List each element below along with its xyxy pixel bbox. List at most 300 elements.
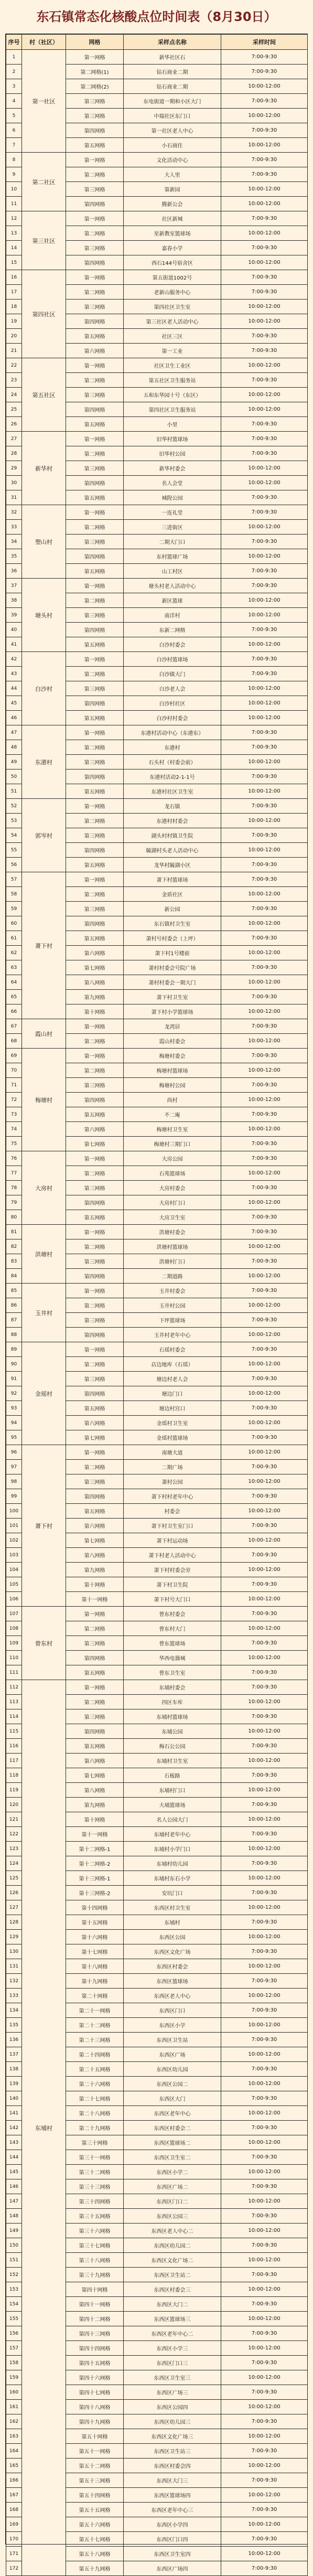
cell-team: 第一网格 [66,1445,124,1460]
cell-team: 第三网格 [66,388,124,402]
cell-seq: 91 [6,1372,22,1386]
cell-team: 第十五网格 [66,1915,124,1930]
cell-time: 10:00-12:00 [221,300,308,314]
cell-team: 第四网格 [66,402,124,417]
cell-time: 7:00-9:30 [221,2091,308,2106]
cell-team: 第三网格 [66,109,124,123]
cell-seq: 28 [6,446,22,461]
cell-site: 东村篮球广场 [124,549,221,564]
cell-site: 东西区老人中心 [124,1989,221,2003]
cell-site: 不二庵 [124,1107,221,1122]
cell-village: 东埔村 [22,1680,66,2576]
cell-seq: 101 [6,1519,22,1533]
cell-team: 第二网格 [66,740,124,755]
cell-village: 郭岑村 [22,799,66,872]
cell-seq: 89 [6,1342,22,1357]
cell-seq: 160 [6,2385,22,2400]
cell-time: 7:00-9:30 [221,2473,308,2488]
cell-time: 7:00-9:30 [221,2209,308,2224]
cell-seq: 114 [6,1709,22,1724]
cell-seq: 120 [6,1798,22,1812]
cell-time: 7:00-9:30 [221,1519,308,1533]
cell-site: 白沙村社区 [124,696,221,711]
cell-time: 7:00-9:30 [221,94,308,109]
cell-team: 第二网格 [66,226,124,241]
cell-site: 第五社区卫生服务站 [124,373,221,388]
cell-time: 10:00-12:00 [221,2459,308,2473]
cell-time: 7:00-9:30 [221,1944,308,1959]
cell-time: 10:00-12:00 [221,402,308,417]
cell-team: 第九网格 [66,1563,124,1577]
cell-time: 7:00-9:30 [221,2062,308,2077]
cell-site: 萧村公园 [124,1474,221,1489]
cell-site: 东埔村老年中心 [124,1827,221,1842]
cell-time: 10:00-12:00 [221,2135,308,2150]
cell-time: 7:00-9:30 [221,505,308,520]
cell-time: 7:00-9:30 [221,2268,308,2282]
cell-time: 7:00-9:30 [221,828,308,843]
cell-time: 10:00-12:00 [221,2400,308,2414]
cell-site: 尚村 [124,1093,221,1107]
cell-time: 10:00-12:00 [221,1474,308,1489]
cell-site: 星新教室篮球场 [124,226,221,241]
cell-site: 东港村社区卫生室 [124,784,221,799]
cell-team: 第三网格 [66,300,124,314]
cell-seq: 20 [6,329,22,344]
cell-time: 7:00-9:30 [221,1107,308,1122]
cell-team: 第十二网格-2 [66,1856,124,1871]
cell-site: 第四社区卫生服务站 [124,402,221,417]
cell-time: 7:00-9:30 [221,2561,308,2576]
cell-seq: 92 [6,1386,22,1401]
cell-team: 第三十三网格 [66,2179,124,2194]
cell-team: 第十六网格 [66,1930,124,1944]
cell-site: 东西区卫生站三 [124,2444,221,2459]
page-title: 东石镇常态化核酸点位时间表（8月30日） [36,9,277,24]
cell-team: 第一网格 [66,211,124,226]
cell-seq: 80 [6,1210,22,1225]
cell-team: 第二网格 [66,285,124,300]
cell-team: 第三十七网格 [66,2238,124,2253]
cell-team: 第三网格 [66,902,124,916]
cell-team: 第八网格 [66,1548,124,1563]
cell-team: 第一网格 [66,725,124,740]
cell-team: 第五网格 [66,637,124,652]
cell-time: 10:00-12:00 [221,2488,308,2503]
cell-seq: 79 [6,1195,22,1210]
cell-team: 第十四网格 [66,1900,124,1915]
cell-time: 10:00-12:00 [221,314,308,329]
cell-team: 第二网格 [66,1239,124,1254]
cell-site: 东西区大门二 [124,2297,221,2312]
cell-time: 10:00-12:00 [221,2341,308,2356]
cell-site: 东埔村委会 [124,1680,221,1695]
cell-seq: 135 [6,2018,22,2033]
cell-site: 白沙老人会 [124,681,221,696]
cell-time: 7:00-9:30 [221,2150,308,2165]
cell-team: 第三十一网格 [66,2150,124,2165]
cell-site: 萧下村号大门口 [124,1592,221,1607]
cell-team: 第九网格 [66,1798,124,1812]
cell-time: 7:00-9:30 [221,931,308,946]
cell-village: 白沙村 [22,652,66,725]
cell-time: 7:00-9:30 [221,579,308,593]
cell-site: 东西区广场二 [124,2179,221,2194]
cell-seq: 149 [6,2224,22,2238]
cell-seq: 26 [6,417,22,432]
cell-seq: 2 [6,65,22,79]
cell-team: 第二网格 [66,373,124,388]
cell-time: 10:00-12:00 [221,1034,308,1049]
cell-seq: 145 [6,2165,22,2179]
cell-seq: 46 [6,711,22,725]
cell-seq: 30 [6,476,22,490]
cell-time: 7:00-9:30 [221,167,308,182]
cell-time: 7:00-9:30 [221,902,308,916]
cell-time: 7:00-9:30 [221,1313,308,1328]
cell-seq: 100 [6,1504,22,1519]
cell-seq: 75 [6,1137,22,1151]
table-row [6,1284,308,1298]
cell-team: 第三十八网格 [66,2253,124,2268]
cell-time: 7:00-9:30 [221,1915,308,1930]
cell-team: 第三网格 [66,608,124,623]
cell-site: 东西区老人中心二 [124,2224,221,2238]
cell-team: 第二十九网格 [66,2121,124,2135]
cell-time: 7:00-9:30 [221,1049,308,1063]
cell-team: 第六网格 [66,1416,124,1430]
cell-seq: 44 [6,681,22,696]
cell-team: 第二十二网格 [66,2018,124,2033]
cell-site: 店边地库（石瑶） [124,1357,221,1372]
cell-team: 第五网格 [66,329,124,344]
cell-site: 萧下村小学篮球场 [124,1004,221,1019]
cell-seq: 70 [6,1063,22,1078]
cell-site: 东西区大门三 [124,2473,221,2488]
cell-team: 第四网格 [66,1724,124,1739]
cell-team: 第四网格 [66,769,124,784]
cell-site: 东港村 [124,740,221,755]
cell-time: 7:00-9:30 [221,535,308,549]
cell-team: 第六网格 [66,946,124,960]
cell-time: 7:00-9:30 [221,1827,308,1842]
cell-team: 第四网格 [66,1093,124,1107]
schedule-table-container [5,34,308,2572]
cell-team: 第三网格 [66,1474,124,1489]
cell-seq: 129 [6,1930,22,1944]
cell-seq: 98 [6,1474,22,1489]
cell-time: 10:00-12:00 [221,520,308,535]
cell-site: 东西区卫生站 [124,2033,221,2047]
cell-team: 第八网格 [66,975,124,990]
cell-time: 7:00-9:30 [221,1078,308,1093]
cell-time: 10:00-12:00 [221,975,308,990]
column-header-grid: 网格 [66,35,124,50]
cell-team: 第一网格 [66,432,124,446]
cell-team: 第七网格 [66,1533,124,1548]
cell-time: 7:00-9:30 [221,153,308,167]
cell-time: 10:00-12:00 [221,79,308,94]
cell-village: 塑山村 [22,505,66,579]
cell-team: 第三网格 [66,94,124,109]
cell-time: 10:00-12:00 [221,1533,308,1548]
cell-seq: 25 [6,402,22,417]
cell-team: 第三网格 [66,182,124,197]
cell-time: 10:00-12:00 [221,1416,308,1430]
cell-time: 7:00-9:30 [221,1680,308,1695]
cell-seq: 111 [6,1665,22,1680]
cell-seq: 154 [6,2297,22,2312]
cell-seq: 117 [6,1754,22,1768]
cell-site: 新公园 [124,902,221,916]
cell-team: 第三网格 [66,1636,124,1651]
cell-team: 第三网格 [66,1254,124,1269]
cell-site: 萧下村村老年中心 [124,1489,221,1504]
cell-time: 10:00-12:00 [221,1195,308,1210]
cell-time: 7:00-9:30 [221,373,308,388]
cell-team: 第四网格 [66,1386,124,1401]
cell-site: 东西区篮球场四 [124,2488,221,2503]
cell-seq: 23 [6,373,22,388]
cell-seq: 87 [6,1313,22,1328]
cell-seq: 128 [6,1915,22,1930]
cell-team: 第二十八网格 [66,2106,124,2121]
cell-site: 东西区卫生室三 [124,2370,221,2385]
cell-site: 曾东篮球场 [124,1636,221,1651]
cell-village: 洪塘村 [22,1225,66,1284]
cell-seq: 118 [6,1768,22,1783]
cell-seq: 49 [6,755,22,769]
cell-time: 10:00-12:00 [221,784,308,799]
cell-site: 第四社区卫生室 [124,300,221,314]
cell-site: 名人公园大门 [124,1812,221,1827]
cell-team: 第二网格(2) [66,79,124,94]
cell-time: 7:00-9:30 [221,1665,308,1680]
cell-time: 10:00-12:00 [221,1357,308,1372]
cell-team: 第二网格 [66,1357,124,1372]
cell-village: 新华村 [22,432,66,505]
cell-time: 7:00-9:30 [221,990,308,1004]
cell-seq: 15 [6,255,22,270]
cell-time: 10:00-12:00 [221,2106,308,2121]
cell-team: 第五网格 [66,1401,124,1416]
cell-site: 第一社区老人中心 [124,123,221,138]
cell-time: 10:00-12:00 [221,1959,308,1974]
cell-seq: 58 [6,887,22,902]
cell-time: 7:00-9:30 [221,2385,308,2400]
cell-team: 第四十四网格 [66,2341,124,2356]
cell-site: 小石商住 [124,138,221,153]
cell-seq: 43 [6,667,22,681]
cell-team: 第二十一网格 [66,2003,124,2018]
table-row [6,432,308,446]
cell-site: 二期广场 [124,1460,221,1474]
cell-time: 7:00-9:30 [221,858,308,872]
cell-team: 第三网格 [66,755,124,769]
cell-time: 7:00-9:30 [221,769,308,784]
cell-team: 第一网格 [66,579,124,593]
cell-site: 东西区文化广场三 [124,2429,221,2444]
cell-seq: 17 [6,285,22,300]
cell-time: 10:00-12:00 [221,138,308,153]
cell-seq: 47 [6,725,22,740]
cell-site: 石苑篮球场 [124,1166,221,1181]
cell-time: 7:00-9:30 [221,285,308,300]
cell-team: 第三十二网格 [66,2165,124,2179]
cell-seq: 52 [6,799,22,814]
cell-team: 第五网格 [66,931,124,946]
cell-seq: 41 [6,637,22,652]
cell-time: 7:00-9:30 [221,1181,308,1195]
cell-site: 塘边村宫口 [124,1401,221,1416]
cell-site: 萧下村卫生室 [124,990,221,1004]
cell-time: 10:00-12:00 [221,197,308,211]
cell-seq: 67 [6,1019,22,1034]
cell-time: 10:00-12:00 [221,2547,308,2561]
cell-site: 金盾社区 [124,887,221,902]
cell-site: 东西区小学 [124,2018,221,2033]
cell-team: 第四十五网格 [66,2356,124,2370]
cell-team: 第七网格 [66,1768,124,1783]
cell-seq: 85 [6,1284,22,1298]
cell-team: 第一网格 [66,1284,124,1298]
cell-time: 10:00-12:00 [221,1842,308,1856]
cell-seq: 142 [6,2121,22,2135]
cell-seq: 16 [6,270,22,285]
cell-site: 东西区公园 [124,1930,221,1944]
cell-time: 7:00-9:30 [221,1284,308,1298]
cell-seq: 151 [6,2253,22,2268]
cell-time: 10:00-12:00 [221,711,308,725]
cell-team: 第四网格 [66,1489,124,1504]
cell-team: 第五十八网格 [66,2547,124,2561]
cell-team: 第二网格 [66,167,124,182]
table-row [6,652,308,667]
cell-time: 10:00-12:00 [221,1563,308,1577]
cell-seq: 110 [6,1651,22,1665]
cell-seq: 112 [6,1680,22,1695]
cell-team: 第三网格 [66,1372,124,1386]
cell-team: 第四十二网格 [66,2312,124,2326]
table-row [6,1225,308,1239]
cell-time: 7:00-9:30 [221,2297,308,2312]
cell-site: 白沙村村委会 [124,711,221,725]
cell-seq: 57 [6,872,22,887]
cell-time: 7:00-9:30 [221,2532,308,2547]
cell-time: 10:00-12:00 [221,1328,308,1342]
cell-team: 第一网格 [66,1680,124,1695]
cell-site: 南洋村 [124,608,221,623]
cell-site: 梅塘村委会 [124,1049,221,1063]
cell-time: 7:00-9:30 [221,2033,308,2047]
cell-seq: 105 [6,1577,22,1592]
table-body [6,50,308,2576]
cell-team: 第五网格 [66,784,124,799]
cell-time: 7:00-9:30 [221,740,308,755]
cell-time: 10:00-12:00 [221,1004,308,1019]
cell-seq: 161 [6,2400,22,2414]
cell-team: 第四网格 [66,476,124,490]
cell-site: 东西区幼儿园 [124,2062,221,2077]
cell-seq: 147 [6,2194,22,2209]
table-row [6,211,308,226]
table-row [6,579,308,593]
cell-site: 名人会堂 [124,476,221,490]
cell-team: 第六网格 [66,1754,124,1768]
cell-team: 第五十一网格 [66,2444,124,2459]
cell-seq: 21 [6,344,22,358]
cell-team: 第九网格 [66,990,124,1004]
cell-time: 10:00-12:00 [221,2253,308,2268]
cell-site: 萧下村卫生院 [124,1577,221,1592]
cell-site: 腾新公会 [124,197,221,211]
cell-team: 第五网格 [66,711,124,725]
table-row [6,1445,308,1460]
cell-seq: 125 [6,1871,22,1886]
cell-site: 梅塘村卫生室 [124,1122,221,1137]
cell-team: 第三十九网格 [66,2268,124,2282]
cell-village: 第一社区 [22,50,66,153]
cell-site: 梅塘村三期门口 [124,1137,221,1151]
cell-site: 东西区村委会二 [124,2121,221,2135]
cell-time: 7:00-9:30 [221,872,308,887]
cell-seq: 121 [6,1812,22,1827]
cell-time: 10:00-12:00 [221,2047,308,2062]
cell-time: 7:00-9:30 [221,50,308,65]
cell-site: 二期大门口 [124,535,221,549]
cell-team: 第十七网格 [66,1944,124,1959]
cell-site: 萧下村运动场 [124,1533,221,1548]
cell-team: 第二网格 [66,814,124,828]
cell-time: 10:00-12:00 [221,681,308,696]
cell-seq: 66 [6,1004,22,1019]
table-row [6,1151,308,1166]
schedule-table [6,34,308,2576]
cell-seq: 34 [6,535,22,549]
cell-site: 萧下村篮球场 [124,872,221,887]
cell-site: 社区新城 [124,211,221,226]
cell-seq: 68 [6,1034,22,1049]
cell-time: 10:00-12:00 [221,593,308,608]
cell-team: 第五十七网格 [66,2532,124,2547]
cell-site: 石头村（村委会前） [124,755,221,769]
cell-team: 第四十网格 [66,2282,124,2297]
cell-team: 第二十六网格 [66,2077,124,2091]
cell-seq: 137 [6,2047,22,2062]
table-row [6,1049,308,1063]
cell-seq: 63 [6,960,22,975]
cell-site: 城隍公园 [124,490,221,505]
cell-seq: 61 [6,931,22,946]
cell-time: 7:00-9:30 [221,2356,308,2370]
cell-team: 第五十六网格 [66,2517,124,2532]
cell-team: 第四网格 [66,255,124,270]
cell-time: 7:00-9:30 [221,1019,308,1034]
cell-seq: 96 [6,1445,22,1460]
cell-site: 旧华村篮球场 [124,432,221,446]
table-row [6,1342,308,1357]
cell-seq: 24 [6,388,22,402]
cell-seq: 38 [6,593,22,608]
cell-team: 第四网格 [66,843,124,858]
cell-site: 东西区门口 [124,2003,221,2018]
cell-seq: 124 [6,1856,22,1871]
cell-time: 10:00-12:00 [221,1386,308,1401]
cell-time: 7:00-9:30 [221,564,308,579]
cell-team: 第七网格 [66,1137,124,1151]
cell-seq: 42 [6,652,22,667]
cell-site: 梅塘村公园 [124,1078,221,1093]
